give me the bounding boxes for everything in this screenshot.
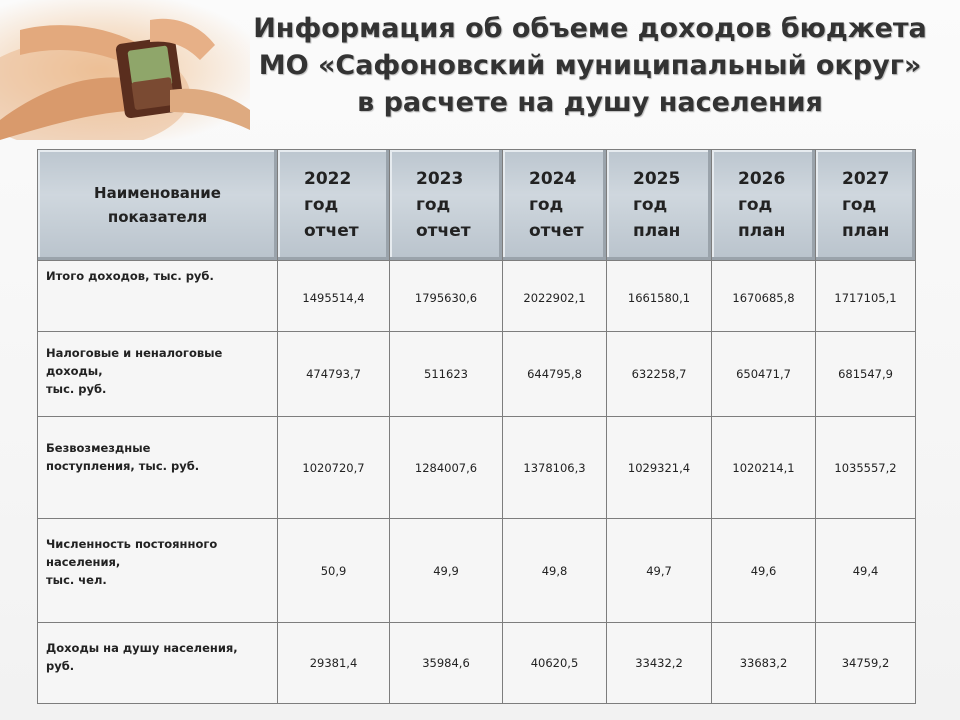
header-year-2027: [816, 150, 916, 261]
budget-table: [37, 149, 916, 704]
table-cell: 1378106,3: [503, 417, 607, 519]
table-row: [38, 332, 916, 417]
header-kind: план: [738, 221, 786, 241]
table-cell: 681547,9: [816, 332, 916, 417]
header-year: 2027: [842, 169, 890, 189]
header-indicator-name: [38, 150, 278, 261]
row-label-line: Итого доходов, тыс. руб.: [46, 269, 214, 283]
row-label: [38, 332, 278, 417]
table-cell: 49,4: [816, 519, 916, 623]
table-cell: 1661580,1: [607, 261, 712, 332]
header-row: [38, 150, 916, 261]
table-cell: 1717105,1: [816, 261, 916, 332]
table-cell: 40620,5: [503, 623, 607, 704]
header-year: 2024: [529, 169, 577, 189]
row-label-line: поступления, тыс. руб.: [46, 459, 200, 473]
title-line: Информация об объеме доходов бюджета: [253, 13, 927, 44]
table-cell: 50,9: [278, 519, 390, 623]
header-kind: отчет: [416, 221, 471, 241]
header-year-2025: [607, 150, 712, 261]
table-cell: 33683,2: [712, 623, 816, 704]
table-cell: 1495514,4: [278, 261, 390, 332]
row-label-line: населения,: [46, 555, 121, 569]
table-row: [38, 623, 916, 704]
table-cell: 49,9: [390, 519, 503, 623]
header-kind: план: [842, 221, 890, 241]
row-label-line: тыс. руб.: [46, 382, 107, 396]
row-label-line: Численность постоянного: [46, 537, 218, 551]
table-cell: 49,6: [712, 519, 816, 623]
table-cell: 29381,4: [278, 623, 390, 704]
row-label-line: тыс. чел.: [46, 573, 107, 587]
row-label-line: Доходы на душу населения,: [46, 641, 238, 655]
header-year: 2026: [738, 169, 786, 189]
header-text: Наименование: [94, 184, 221, 202]
row-label: [38, 417, 278, 519]
table-cell: 2022902,1: [503, 261, 607, 332]
header-year-2022: [278, 150, 390, 261]
table-cell: 1035557,2: [816, 417, 916, 519]
title-line: в расчете на душу населения: [357, 87, 823, 118]
title-line: МО «Сафоновский муниципальный округ»: [258, 50, 922, 81]
row-label-line: руб.: [46, 659, 75, 673]
header-year-word: год: [738, 195, 773, 215]
table-row: [38, 417, 916, 519]
header-year-2023: [390, 150, 503, 261]
header-year-word: год: [416, 195, 451, 215]
table-cell: 650471,7: [712, 332, 816, 417]
table-cell: 632258,7: [607, 332, 712, 417]
page-title: [230, 10, 950, 121]
table-cell: 49,7: [607, 519, 712, 623]
header-year-2026: [712, 150, 816, 261]
table-cell: 1029321,4: [607, 417, 712, 519]
table-cell: 1284007,6: [390, 417, 503, 519]
table-cell: 1020720,7: [278, 417, 390, 519]
header-year: 2025: [633, 169, 681, 189]
header-year-word: год: [633, 195, 668, 215]
header-year-word: год: [842, 195, 877, 215]
header-text: показателя: [107, 208, 208, 226]
table-cell: 34759,2: [816, 623, 916, 704]
table-cell: 1795630,6: [390, 261, 503, 332]
header-year: 2022: [304, 169, 352, 189]
header-year-word: год: [529, 195, 564, 215]
table-cell: 1670685,8: [712, 261, 816, 332]
header-kind: отчет: [529, 221, 584, 241]
table-cell: 474793,7: [278, 332, 390, 417]
table-cell: 644795,8: [503, 332, 607, 417]
wallet-illustration: [0, 0, 250, 140]
row-label: [38, 623, 278, 704]
header-kind: план: [633, 221, 681, 241]
table-cell: 35984,6: [390, 623, 503, 704]
header-year-word: год: [304, 195, 339, 215]
table-cell: 511623: [390, 332, 503, 417]
header-kind: отчет: [304, 221, 359, 241]
row-label: [38, 519, 278, 623]
table-cell: 1020214,1: [712, 417, 816, 519]
table-cell: 33432,2: [607, 623, 712, 704]
header-year-2024: [503, 150, 607, 261]
header-year: 2023: [416, 169, 464, 189]
row-label-line: Налоговые и неналоговые: [46, 346, 223, 360]
row-label-line: доходы,: [46, 364, 103, 378]
table-row: [38, 261, 916, 332]
row-label: [38, 261, 278, 332]
table-cell: 49,8: [503, 519, 607, 623]
table-row: [38, 519, 916, 623]
budget-table-container: [37, 149, 915, 704]
hands-wallet-photo: [0, 0, 250, 140]
row-label-line: Безвозмездные: [46, 441, 151, 455]
